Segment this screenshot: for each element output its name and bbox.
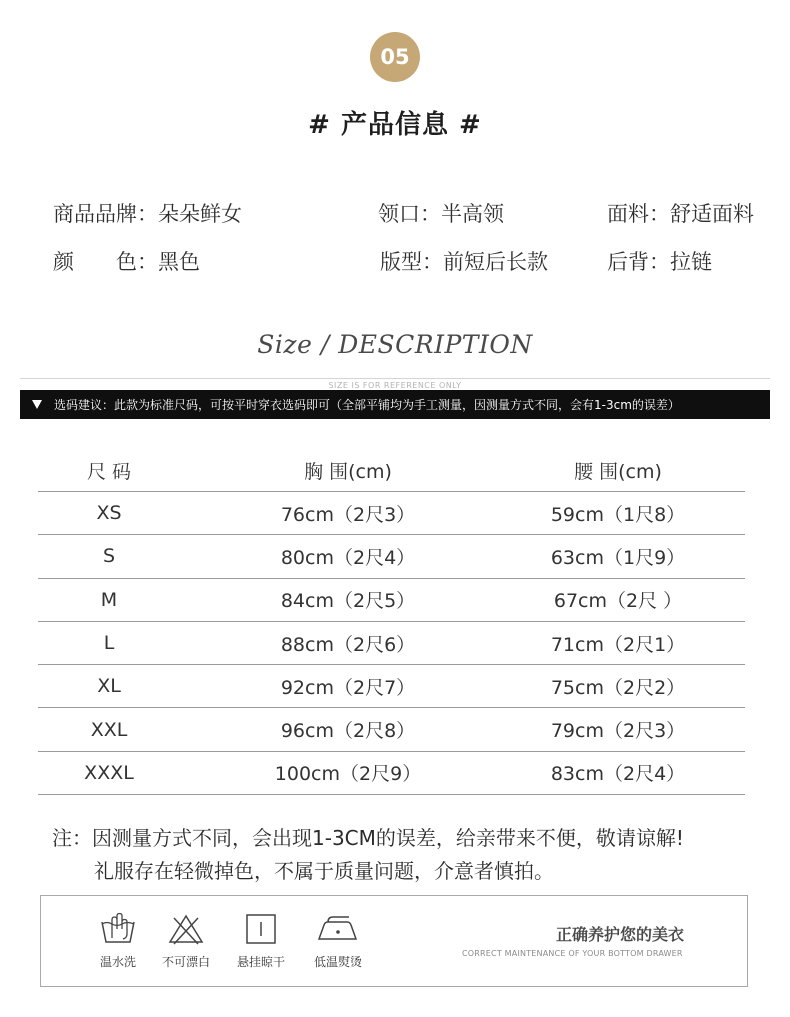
info-fabric <box>607 198 754 228</box>
cell-waist: 71cm（2尺1） <box>550 633 686 656</box>
hang-dry-icon <box>241 912 281 946</box>
info-separator: ： <box>137 250 158 274</box>
cell-chest: 84cm（2尺5） <box>280 590 416 613</box>
table-row <box>38 535 745 578</box>
info-back-value: 拉链 <box>670 250 712 274</box>
info-separator: ： <box>422 250 443 274</box>
care-label: 温水洗 <box>99 955 136 969</box>
info-collar-key: 领口 <box>378 202 420 226</box>
cell-size: XXL <box>90 718 128 741</box>
info-color-key: 颜 色 <box>53 250 137 274</box>
note-line-2: 礼服存在轻微掉色，不属于质量问题，介意者慎拍。 <box>94 859 554 883</box>
header-size: 尺 码 <box>86 460 132 483</box>
info-separator: ： <box>649 202 670 226</box>
table-row <box>38 665 745 708</box>
cell-waist: 83cm（2尺4） <box>550 763 686 786</box>
cell-chest: 96cm（2尺8） <box>280 720 416 743</box>
cell-chest: 100cm（2尺9） <box>274 763 422 786</box>
size-advice-banner <box>20 390 770 419</box>
table-row <box>38 492 745 535</box>
cell-waist: 59cm（1尺8） <box>550 503 686 526</box>
note-line-1: 注：因测量方式不同，会出现1-3CM的误差，给亲带来不便，敬请谅解! <box>52 826 684 850</box>
care-label: 不可漂白 <box>161 955 210 969</box>
info-fabric-key: 面料 <box>607 202 649 226</box>
section-number-badge: 05 <box>370 32 420 82</box>
info-back-key: 后背 <box>607 250 649 274</box>
care-item-wash <box>83 912 153 970</box>
info-collar-value: 半高领 <box>441 202 504 226</box>
reference-note-text: SIZE IS FOR REFERENCE ONLY <box>320 381 469 390</box>
info-separator: ： <box>137 202 158 226</box>
cell-size: M <box>100 588 118 611</box>
cell-chest: 88cm（2尺6） <box>280 633 416 656</box>
cell-waist: 79cm（2尺3） <box>550 720 686 743</box>
cell-size: S <box>102 545 116 568</box>
care-item-hang <box>226 912 296 970</box>
cell-size: XXXL <box>84 761 134 784</box>
header-waist: 腰 围(cm) <box>574 460 662 483</box>
info-separator: ： <box>420 202 441 226</box>
care-instructions-box <box>40 895 748 987</box>
cell-chest: 76cm（2尺3） <box>280 503 416 526</box>
info-collar <box>378 198 504 228</box>
info-color-value: 黑色 <box>158 250 200 274</box>
cell-chest: 92cm（2尺7） <box>280 676 416 699</box>
triangle-down-icon <box>32 400 42 409</box>
care-label: 低温熨烫 <box>313 955 362 969</box>
header-chest: 胸 围(cm) <box>304 460 392 483</box>
size-advice-text: 选码建议：此款为标准尺码，可按平时穿衣选码即可（全部平铺均为手工测量，因测量方式不同，会有1-3cm的误差） <box>54 398 680 412</box>
info-back <box>607 246 712 276</box>
care-title: 正确养护您的美衣 <box>556 925 685 944</box>
info-color <box>53 246 200 276</box>
cell-waist: 63cm（1尺9） <box>550 546 686 569</box>
size-table <box>38 449 745 795</box>
info-fit-value: 前短后长款 <box>443 250 548 274</box>
info-brand-value: 朵朵鲜女 <box>158 202 242 226</box>
cell-size: L <box>103 632 115 655</box>
info-brand <box>53 198 242 228</box>
table-header-row <box>38 449 745 492</box>
info-fit-key: 版型 <box>380 250 422 274</box>
info-fit <box>380 246 548 276</box>
cell-chest: 80cm（2尺4） <box>280 546 416 569</box>
info-fabric-value: 舒适面料 <box>670 202 754 226</box>
table-row <box>38 708 745 751</box>
care-label: 悬挂晾干 <box>236 955 285 969</box>
info-brand-key: 商品品牌 <box>53 202 137 226</box>
table-row <box>38 579 745 622</box>
care-item-iron <box>303 912 373 970</box>
table-row <box>38 752 745 795</box>
cell-size: XS <box>96 502 122 525</box>
hand-wash-icon <box>98 912 138 946</box>
no-bleach-icon <box>166 912 206 946</box>
low-iron-icon <box>315 912 361 946</box>
cell-waist: 75cm（2尺2） <box>550 676 686 699</box>
info-separator: ： <box>649 250 670 274</box>
care-subtitle: CORRECT MAINTENANCE OF YOUR BOTTOM DRAWER <box>462 949 683 958</box>
cell-size: XL <box>97 675 121 698</box>
section-title: # 产品信息 # <box>308 110 482 140</box>
table-row <box>38 622 745 665</box>
care-item-bleach <box>151 912 221 970</box>
size-description-heading: Size / DESCRIPTION <box>257 330 533 359</box>
cell-waist: 67cm（2尺 ） <box>553 590 683 613</box>
